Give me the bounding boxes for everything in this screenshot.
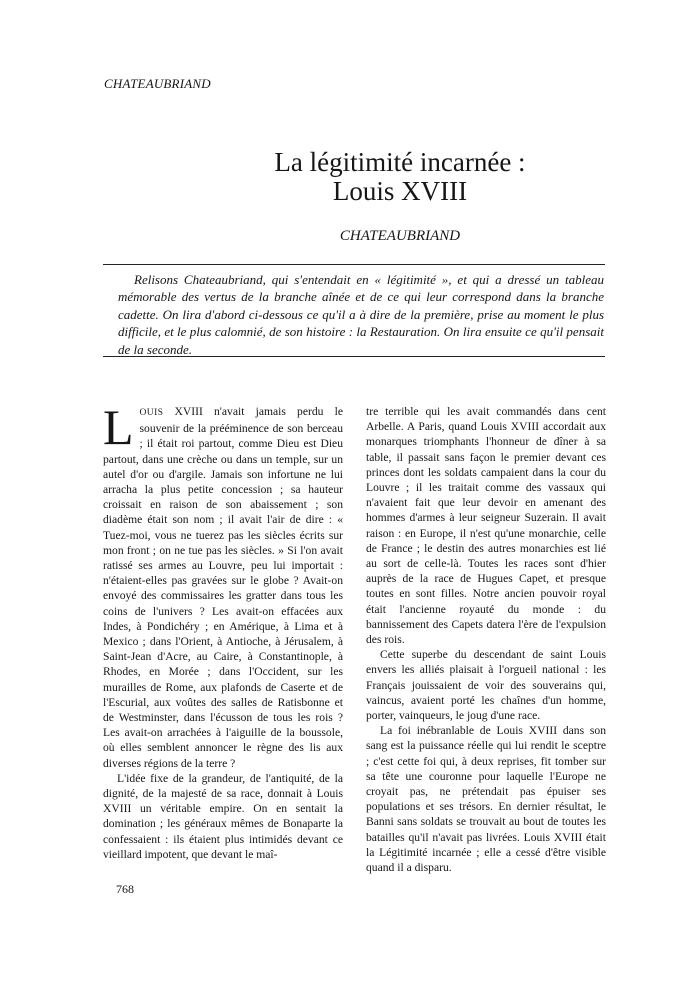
right-column-paragraph-2: Cette superbe du descendant de saint Louis envers les alliés plaisait à l'orgueil national : les Français jouissaient de voir des souverains qui, vaincus, avaient porté les chaînes d'un homme, porter, vainqueurs, le joug d'une race. bbox=[366, 648, 606, 723]
intro-bottom-rule bbox=[103, 356, 605, 357]
title-line-2: Louis XVIII bbox=[332, 176, 468, 206]
intro-top-rule bbox=[103, 264, 605, 265]
left-column-paragraph-2: L'idée fixe de la grandeur, de l'antiquité, de la dignité, de la majesté de sa race, donnait à Louis XVIII un véritable empire. On en sentait la domination ; les généraux mêmes de Bonaparte la confessaient : ils étaient plus intimidés devant ce vieillard impotent, que devant le maî- bbox=[103, 771, 343, 861]
left-column-paragraph-1 bbox=[103, 399, 343, 771]
right-column-paragraph-1: tre terrible qui les avait commandés dans cent Arbelle. A Paris, quand Louis XVIII accordait aux monarques triomphants l'honneur de dîner à sa table, il passait sans façon le premier devant ces princes dont les soldats campaient dans la cour du Louvre ; il les traitait comme des vassaux qui n'avaient fait que leur devoir en amenant des hommes d'armes à leur seigneur Suzerain. Il avait raison : en Europe, il n'est qu'une monarchie, celle de France ; le destin des autres monarchies est lié au sort de celle-là. Toutes les races sont d'hier auprès de la race de Hugues Capet, et presque toutes en sont filles. Notre ancien pouvoir royal était l'ancienne royauté du monde : du bannissement des Capets datera l'ère de l'expulsion des rois. bbox=[366, 405, 606, 647]
right-column-paragraph-3: La foi inébranlable de Louis XVIII dans son sang est la puissance réelle qui lui rendit le sceptre ; c'est cette foi qui, à deux reprises, fit tomber sur sa tête une couronne pour laquelle l'Europe ne croyait pas, ne prétendait pas épuiser ses populations et ses trésors. En dernier résultat, le Banni sans soldats se trouvait au bout de toutes les batailles qu'il n'avait pas livrées. Louis XVIII était la Légitimité incarnée ; elle a cessé d'être visible quand il a disparu. bbox=[366, 724, 606, 875]
left-column-paragraph-1-text: XVIII n'avait jamais perdu le souvenir de la prééminence de son berceau ; il était roi partout, comme Dieu est Dieu partout, dans une crèche ou dans un temple, sur un autel d'or ou d'argile. Jamais son infortune ne lui arracha la plus petite concession ; sa hauteur croissait en raison de son abaissement ; son diadème était son nom ; il avait l'air de dire : « Tuez-moi, vous ne tuerez pas les siècles écrits sur mon front ; on ne tue pas les siècles. » Si l'on avait ratissé ses armes au Louvre, peu lui importait : n'étaient-elles pas gravées sur le globe ? Avait-on envoyé des commissaires les gratter dans tous les coins de l'univers ? Les avait-on effacées aux Indes, à Pondichéry ; en Amérique, à Lima et à Mexico ; dans l'Orient, à Antioche, à Jérusalem, à Saint-Jean d'Acre, au Caire, à Constantinople, à Rhodes, en Morée ; dans l'Occident, sur les murailles de Rome, aux plafonds de Caserte et de l'Escurial, aux voûtes des salles de Ratisbonne et de Westminster, dans l'écusson de tous les rois ? Les avait-on arrachées à l'aiguille de la boussole, où elles semblent annoncer le règne des lis aux diverses régions de la terre ? bbox=[103, 405, 343, 770]
first-word-smallcaps: OUIS bbox=[139, 408, 164, 418]
intro-paragraph: Relisons Chateaubriand, qui s'entendait en « légitimité », et qui a dressé un tableau mémorable des vertus de la branche aînée et de ce qui leur correspond dans la branche cadette. On lira d'abord ci-dessous ce qu'il a à dire de la première, prise au moment le plus difficile, et le plus calomnié, de son histoire : la Restauration. On lira ensuite ce qu'il pensait de la seconde. bbox=[118, 272, 604, 357]
article-title bbox=[100, 148, 700, 206]
page-number: 768 bbox=[116, 882, 134, 896]
right-column bbox=[366, 404, 606, 875]
title-line-1: La légitimité incarnée : bbox=[274, 147, 526, 177]
author-name: CHATEAUBRIAND bbox=[339, 228, 461, 244]
running-head: CHATEAUBRIAND bbox=[104, 76, 211, 91]
drop-cap: L bbox=[103, 399, 134, 455]
left-column bbox=[103, 399, 343, 862]
